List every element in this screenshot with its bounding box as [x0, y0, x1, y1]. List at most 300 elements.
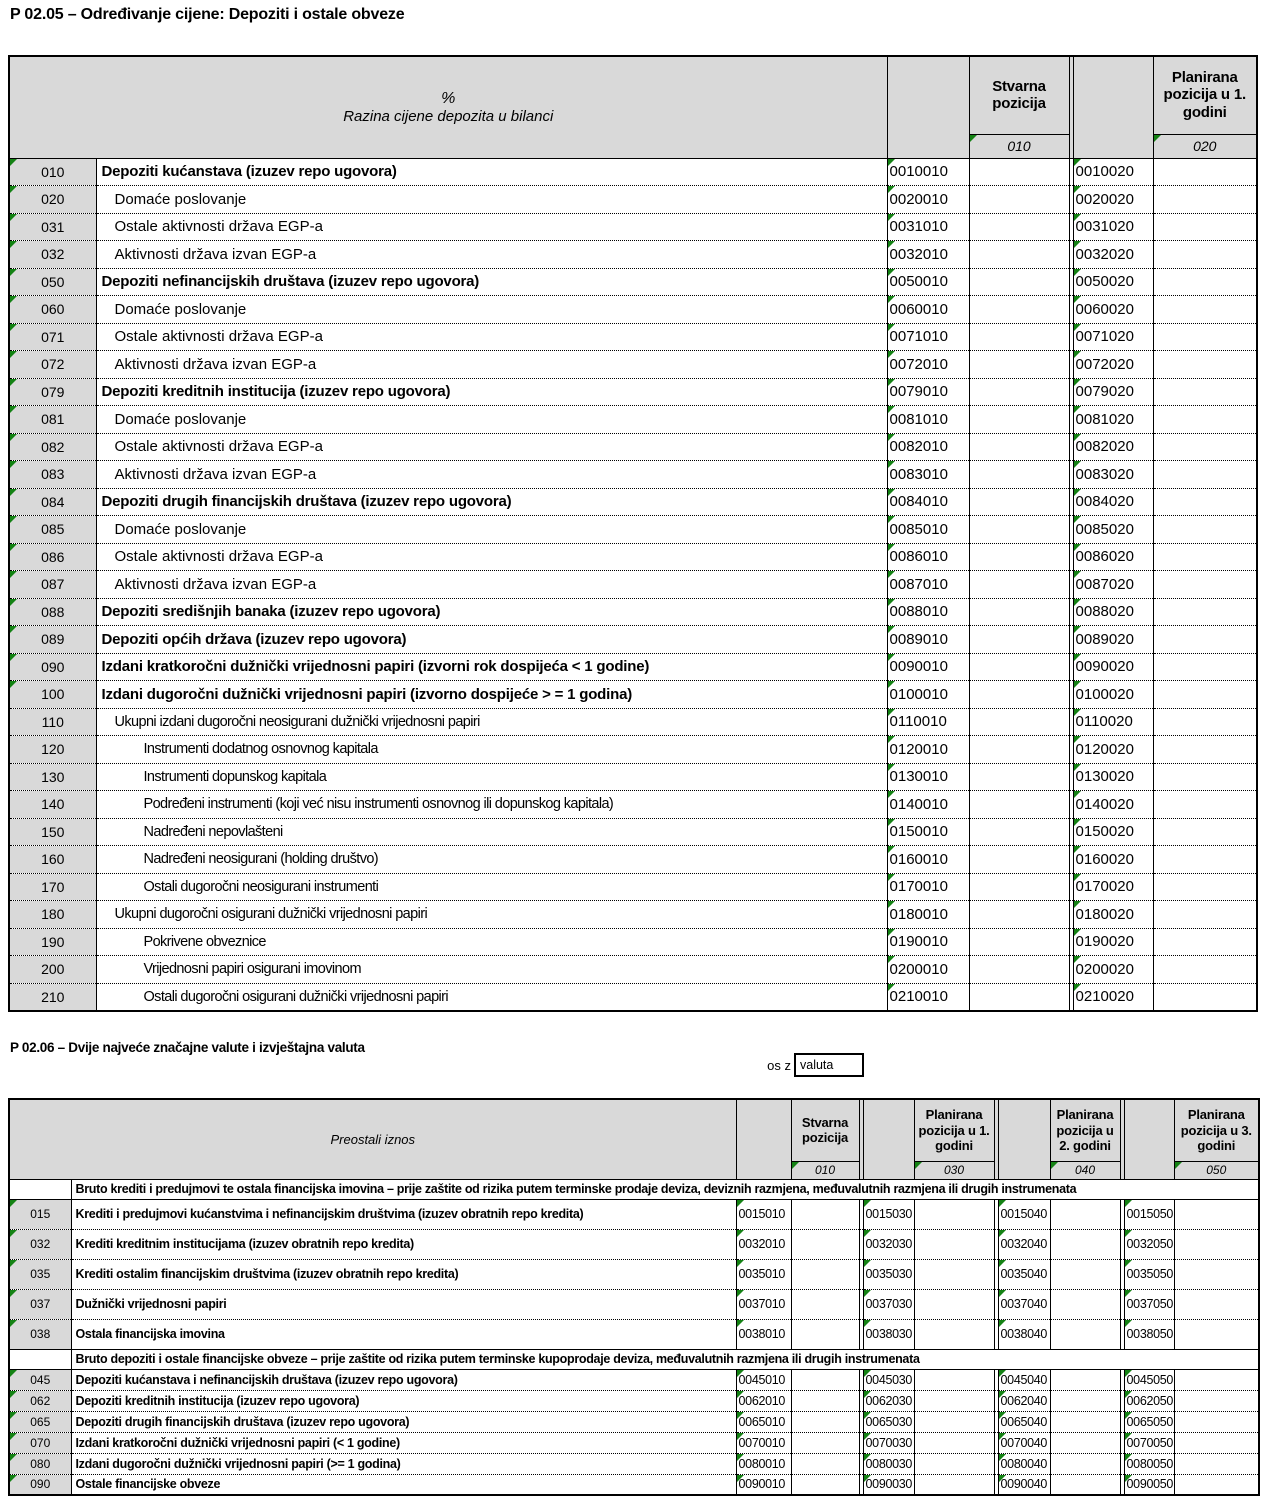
column-code-040: 040 — [1050, 1161, 1120, 1179]
row-label: Krediti i predujmovi kućanstvima i nefinancijskim društvima (izuzev obratnih repo kredita) — [71, 1199, 736, 1229]
row-code-cell: 083 — [9, 461, 96, 489]
table1-row-087 — [9, 571, 1257, 599]
value-input-cell[interactable] — [1153, 433, 1257, 461]
row-label: Aktivnosti država izvan EGP-a — [96, 351, 887, 379]
currencies-table — [8, 1098, 1260, 1496]
table1-row-050 — [9, 268, 1257, 296]
field-code-cell: 0170020 — [1073, 873, 1153, 901]
value-input-cell[interactable] — [791, 1411, 859, 1432]
field-code-cell: 0032040 — [998, 1229, 1050, 1259]
row-code-cell: 032 — [9, 241, 96, 269]
value-input-cell[interactable] — [1050, 1259, 1120, 1289]
section-heading: Bruto krediti i predujmovi te ostala financijska imovina – prije zaštite od rizika putem terminske prodaje deviza, deviznih razmjena, međuvalutnih razmjena ili drugih instrumenata — [71, 1179, 1259, 1199]
row-code-cell: 090 — [9, 653, 96, 681]
row-code-cell: 038 — [9, 1319, 71, 1349]
field-code-cell: 0150010 — [887, 818, 969, 846]
row-code-cell: 065 — [9, 1411, 71, 1432]
table1-row-088 — [9, 598, 1257, 626]
table1-row-160 — [9, 846, 1257, 874]
row-code-cell: 045 — [9, 1369, 71, 1390]
column-header-planned-year3: Planirana pozicija u 3. godini — [1174, 1099, 1259, 1161]
value-input-cell[interactable] — [791, 1319, 859, 1349]
field-code-cell: 0062050 — [1124, 1390, 1174, 1411]
field-code-cell: 0010020 — [1073, 158, 1153, 186]
value-input-cell[interactable] — [969, 818, 1069, 846]
value-input-cell[interactable] — [914, 1229, 994, 1259]
field-code-cell: 0020010 — [887, 186, 969, 214]
value-input-cell[interactable] — [1153, 846, 1257, 874]
code-column-header-blank — [887, 56, 969, 158]
field-code-cell: 0170010 — [887, 873, 969, 901]
row-code-cell: 060 — [9, 296, 96, 324]
table1-row-110 — [9, 708, 1257, 736]
table1-row-031 — [9, 213, 1257, 241]
value-input-cell[interactable] — [969, 956, 1069, 984]
field-code-cell: 0062040 — [998, 1390, 1050, 1411]
row-code-cell: 035 — [9, 1259, 71, 1289]
value-input-cell[interactable] — [1153, 736, 1257, 764]
value-input-cell[interactable] — [791, 1453, 859, 1474]
table2-section-row — [9, 1179, 1259, 1199]
value-input-cell[interactable] — [1153, 406, 1257, 434]
row-code-cell: 084 — [9, 488, 96, 516]
table2-row-015 — [9, 1199, 1259, 1229]
value-input-cell[interactable] — [1153, 296, 1257, 324]
table1-row-071 — [9, 323, 1257, 351]
value-input-cell[interactable] — [1174, 1289, 1259, 1319]
field-code-cell: 0038050 — [1124, 1319, 1174, 1349]
value-input-cell[interactable] — [969, 406, 1069, 434]
field-code-cell: 0089010 — [887, 626, 969, 654]
value-input-cell[interactable] — [1050, 1199, 1120, 1229]
field-code-cell: 0160010 — [887, 846, 969, 874]
field-code-cell: 0110020 — [1073, 708, 1153, 736]
value-input-cell[interactable] — [969, 873, 1069, 901]
code-column-header-blank — [1124, 1099, 1174, 1179]
field-code-cell: 0032030 — [863, 1229, 914, 1259]
field-code-cell: 0080050 — [1124, 1453, 1174, 1474]
row-code-cell: 110 — [9, 708, 96, 736]
row-label: Aktivnosti država izvan EGP-a — [96, 241, 887, 269]
value-input-cell[interactable] — [1174, 1453, 1259, 1474]
value-input-cell[interactable] — [1050, 1453, 1120, 1474]
row-code-cell: 082 — [9, 433, 96, 461]
field-code-cell: 0070050 — [1124, 1432, 1174, 1453]
field-code-cell: 0080010 — [736, 1453, 791, 1474]
value-input-cell[interactable] — [969, 543, 1069, 571]
field-code-cell: 0050010 — [887, 268, 969, 296]
field-code-cell: 0084020 — [1073, 488, 1153, 516]
table1-row-210 — [9, 983, 1257, 1011]
value-input-cell[interactable] — [1153, 186, 1257, 214]
value-input-cell[interactable] — [969, 708, 1069, 736]
value-input-cell[interactable] — [1153, 626, 1257, 654]
table1-row-081 — [9, 406, 1257, 434]
field-code-cell: 0037010 — [736, 1289, 791, 1319]
value-input-cell[interactable] — [1050, 1411, 1120, 1432]
field-code-cell: 0090030 — [863, 1474, 914, 1495]
row-label: Ostala financijska imovina — [71, 1319, 736, 1349]
row-label: Krediti ostalim financijskim društvima (izuzev obratnih repo kredita) — [71, 1259, 736, 1289]
row-label: Depoziti kreditnih institucija (izuzev repo ugovora) — [96, 378, 887, 406]
field-code-cell: 0035010 — [736, 1259, 791, 1289]
value-input-cell[interactable] — [1050, 1289, 1120, 1319]
field-code-cell: 0045040 — [998, 1369, 1050, 1390]
value-input-cell[interactable] — [1174, 1411, 1259, 1432]
row-label: Pokrivene obveznice — [96, 928, 887, 956]
row-label: Instrumenti dopunskog kapitala — [96, 763, 887, 791]
column-code-010: 010 — [791, 1161, 859, 1179]
value-input-cell[interactable] — [1153, 158, 1257, 186]
value-input-cell[interactable] — [969, 791, 1069, 819]
code-column-header-blank — [1073, 56, 1153, 158]
value-input-cell[interactable] — [1153, 351, 1257, 379]
value-input-cell[interactable] — [969, 378, 1069, 406]
column-header-planned-year1: Planirana pozicija u 1. godini — [1153, 56, 1257, 134]
value-input-cell[interactable] — [1050, 1369, 1120, 1390]
value-input-cell[interactable] — [969, 268, 1069, 296]
field-code-cell: 0090010 — [736, 1474, 791, 1495]
value-input-cell[interactable] — [969, 983, 1069, 1011]
field-code-cell: 0031020 — [1073, 213, 1153, 241]
value-input-cell[interactable] — [969, 488, 1069, 516]
value-input-cell[interactable] — [969, 323, 1069, 351]
row-code-cell: 079 — [9, 378, 96, 406]
table1-row-020 — [9, 186, 1257, 214]
table1-header-subtitle: Razina cijene depozita u bilanci — [343, 107, 554, 125]
field-code-cell: 0070030 — [863, 1432, 914, 1453]
field-code-cell: 0086010 — [887, 543, 969, 571]
row-label: Ostale aktivnosti država EGP-a — [96, 433, 887, 461]
field-code-cell: 0100010 — [887, 681, 969, 709]
value-input-cell[interactable] — [914, 1259, 994, 1289]
row-label: Krediti kreditnim institucijama (izuzev obratnih repo kredita) — [71, 1229, 736, 1259]
value-input-cell[interactable] — [1153, 873, 1257, 901]
value-input-cell[interactable] — [1174, 1432, 1259, 1453]
row-code-cell: 200 — [9, 956, 96, 984]
row-code-cell: 010 — [9, 158, 96, 186]
value-input-cell[interactable] — [969, 571, 1069, 599]
value-input-cell[interactable] — [791, 1289, 859, 1319]
field-code-cell: 0085010 — [887, 516, 969, 544]
field-code-cell: 0032010 — [736, 1229, 791, 1259]
row-label: Depoziti kreditnih institucija (izuzev repo ugovora) — [71, 1390, 736, 1411]
field-code-cell: 0065010 — [736, 1411, 791, 1432]
table1-row-089 — [9, 626, 1257, 654]
row-label: Ostale aktivnosti država EGP-a — [96, 213, 887, 241]
table1-row-010 — [9, 158, 1257, 186]
field-code-cell: 0020020 — [1073, 186, 1153, 214]
field-code-cell: 0032050 — [1124, 1229, 1174, 1259]
table1-row-180 — [9, 901, 1257, 929]
value-input-cell[interactable] — [791, 1259, 859, 1289]
value-input-cell[interactable] — [791, 1432, 859, 1453]
row-label: Depoziti drugih financijskih društava (izuzev repo ugovora) — [71, 1411, 736, 1432]
field-code-cell: 0015010 — [736, 1199, 791, 1229]
value-input-cell[interactable] — [1153, 791, 1257, 819]
row-label: Vrijednosni papiri osigurani imovinom — [96, 956, 887, 984]
row-code-cell: 071 — [9, 323, 96, 351]
field-code-cell: 0120020 — [1073, 736, 1153, 764]
field-code-cell: 0080030 — [863, 1453, 914, 1474]
field-code-cell: 0085020 — [1073, 516, 1153, 544]
field-code-cell: 0050020 — [1073, 268, 1153, 296]
value-input-cell[interactable] — [1153, 516, 1257, 544]
value-input-cell[interactable] — [969, 296, 1069, 324]
value-input-cell[interactable] — [969, 516, 1069, 544]
value-input-cell[interactable] — [1153, 928, 1257, 956]
value-input-cell[interactable] — [914, 1411, 994, 1432]
field-code-cell: 0015040 — [998, 1199, 1050, 1229]
value-input-cell[interactable] — [791, 1369, 859, 1390]
field-code-cell: 0150020 — [1073, 818, 1153, 846]
value-input-cell[interactable] — [969, 241, 1069, 269]
row-label: Nadređeni neosigurani (holding društvo) — [96, 846, 887, 874]
value-input-cell[interactable] — [1153, 268, 1257, 296]
row-label: Depoziti kućanstava (izuzev repo ugovora) — [96, 158, 887, 186]
value-input-cell[interactable] — [1153, 708, 1257, 736]
value-input-cell[interactable] — [969, 461, 1069, 489]
code-column-header-blank — [736, 1099, 791, 1179]
value-input-cell[interactable] — [1174, 1369, 1259, 1390]
table1-row-120 — [9, 736, 1257, 764]
row-label: Domaće poslovanje — [96, 406, 887, 434]
value-input-cell[interactable] — [791, 1199, 859, 1229]
value-input-cell[interactable] — [1174, 1390, 1259, 1411]
value-input-cell[interactable] — [1153, 818, 1257, 846]
field-code-cell: 0082020 — [1073, 433, 1153, 461]
value-input-cell[interactable] — [914, 1453, 994, 1474]
field-code-cell: 0070010 — [736, 1432, 791, 1453]
code-column-header-blank — [998, 1099, 1050, 1179]
row-label: Izdani kratkoročni dužnički vrijednosni papiri (< 1 godine) — [71, 1432, 736, 1453]
row-code-cell: 070 — [9, 1432, 71, 1453]
section-rowcode-blank — [9, 1179, 71, 1199]
field-code-cell: 0200020 — [1073, 956, 1153, 984]
value-input-cell[interactable] — [1174, 1259, 1259, 1289]
field-code-cell: 0089020 — [1073, 626, 1153, 654]
currency-box[interactable]: valuta — [794, 1053, 864, 1077]
table1-row-072 — [9, 351, 1257, 379]
field-code-cell: 0037030 — [863, 1289, 914, 1319]
field-code-cell: 0087010 — [887, 571, 969, 599]
row-code-cell: 130 — [9, 763, 96, 791]
field-code-cell: 0100020 — [1073, 681, 1153, 709]
value-input-cell[interactable] — [1153, 681, 1257, 709]
table2-section-row — [9, 1349, 1259, 1369]
row-code-cell: 088 — [9, 598, 96, 626]
table1-row-150 — [9, 818, 1257, 846]
column-code-020: 020 — [1153, 134, 1257, 158]
field-code-cell: 0015050 — [1124, 1199, 1174, 1229]
value-input-cell[interactable] — [791, 1474, 859, 1495]
row-code-cell: 085 — [9, 516, 96, 544]
value-input-cell[interactable] — [1153, 956, 1257, 984]
value-input-cell[interactable] — [969, 158, 1069, 186]
field-code-cell: 0065050 — [1124, 1411, 1174, 1432]
column-code-010: 010 — [969, 134, 1069, 158]
field-code-cell: 0035050 — [1124, 1259, 1174, 1289]
table1-row-200 — [9, 956, 1257, 984]
row-label: Instrumenti dodatnog osnovnog kapitala — [96, 736, 887, 764]
field-code-cell: 0110010 — [887, 708, 969, 736]
field-code-cell: 0071020 — [1073, 323, 1153, 351]
field-code-cell: 0090040 — [998, 1474, 1050, 1495]
table1-row-090 — [9, 653, 1257, 681]
value-input-cell[interactable] — [1153, 543, 1257, 571]
field-code-cell: 0180010 — [887, 901, 969, 929]
table2-row-090 — [9, 1474, 1259, 1495]
value-input-cell[interactable] — [791, 1390, 859, 1411]
row-code-cell: 170 — [9, 873, 96, 901]
value-input-cell[interactable] — [1050, 1474, 1120, 1495]
value-input-cell[interactable] — [914, 1319, 994, 1349]
value-input-cell[interactable] — [969, 213, 1069, 241]
table2-row-062 — [9, 1390, 1259, 1411]
pricing-deposits-table — [8, 55, 1258, 1012]
field-code-cell: 0210020 — [1073, 983, 1153, 1011]
table2-row-065 — [9, 1411, 1259, 1432]
row-label: Ukupni dugoročni osigurani dužnički vrijednosni papiri — [96, 901, 887, 929]
row-code-cell: 062 — [9, 1390, 71, 1411]
table2-description-header: Preostali iznos — [9, 1099, 736, 1179]
value-input-cell[interactable] — [914, 1474, 994, 1495]
row-label: Ukupni izdani dugoročni neosigurani dužnički vrijednosni papiri — [96, 708, 887, 736]
table2-row-070 — [9, 1432, 1259, 1453]
field-code-cell: 0045010 — [736, 1369, 791, 1390]
z-axis-selector — [698, 1052, 864, 1078]
value-input-cell[interactable] — [1153, 653, 1257, 681]
field-code-cell: 0130020 — [1073, 763, 1153, 791]
code-column-header-blank — [863, 1099, 914, 1179]
field-code-cell: 0045050 — [1124, 1369, 1174, 1390]
row-label: Izdani dugoročni dužnički vrijednosni papiri (izvorno dospijeće > = 1 godina) — [96, 681, 887, 709]
row-code-cell: 150 — [9, 818, 96, 846]
field-code-cell: 0200010 — [887, 956, 969, 984]
value-input-cell[interactable] — [1153, 241, 1257, 269]
value-input-cell[interactable] — [969, 653, 1069, 681]
table1-row-032 — [9, 241, 1257, 269]
row-label: Ostali dugoročni osigurani dužnički vrijednosni papiri — [96, 983, 887, 1011]
field-code-cell: 0088020 — [1073, 598, 1153, 626]
field-code-cell: 0130010 — [887, 763, 969, 791]
value-input-cell[interactable] — [1153, 901, 1257, 929]
value-input-cell[interactable] — [1153, 213, 1257, 241]
value-input-cell[interactable] — [1153, 461, 1257, 489]
row-code-cell: 087 — [9, 571, 96, 599]
row-label: Ostale aktivnosti država EGP-a — [96, 543, 887, 571]
value-input-cell[interactable] — [1153, 763, 1257, 791]
row-code-cell: 072 — [9, 351, 96, 379]
row-label: Ostale aktivnosti država EGP-a — [96, 323, 887, 351]
field-code-cell: 0062030 — [863, 1390, 914, 1411]
row-code-cell: 120 — [9, 736, 96, 764]
value-input-cell[interactable] — [914, 1289, 994, 1319]
value-input-cell[interactable] — [969, 626, 1069, 654]
row-label: Depoziti kućanstava i nefinancijskih društava (izuzev repo ugovora) — [71, 1369, 736, 1390]
row-label: Podređeni instrumenti (koji već nisu instrumenti osnovnog ili dopunskog kapitala) — [96, 791, 887, 819]
row-label: Depoziti drugih financijskih društava (izuzev repo ugovora) — [96, 488, 887, 516]
value-input-cell[interactable] — [914, 1199, 994, 1229]
field-code-cell: 0060020 — [1073, 296, 1153, 324]
field-code-cell: 0210010 — [887, 983, 969, 1011]
value-input-cell[interactable] — [969, 736, 1069, 764]
row-label: Ostale financijske obveze — [71, 1474, 736, 1495]
field-code-cell: 0140010 — [887, 791, 969, 819]
table1-row-085 — [9, 516, 1257, 544]
value-input-cell[interactable] — [1174, 1474, 1259, 1495]
section-rowcode-blank — [9, 1349, 71, 1369]
value-input-cell[interactable] — [1050, 1432, 1120, 1453]
field-code-cell: 0160020 — [1073, 846, 1153, 874]
value-input-cell[interactable] — [914, 1369, 994, 1390]
row-code-cell: 210 — [9, 983, 96, 1011]
value-input-cell[interactable] — [969, 433, 1069, 461]
field-code-cell: 0062010 — [736, 1390, 791, 1411]
field-code-cell: 0070040 — [998, 1432, 1050, 1453]
value-input-cell[interactable] — [1174, 1319, 1259, 1349]
value-input-cell[interactable] — [1153, 983, 1257, 1011]
field-code-cell: 0090020 — [1073, 653, 1153, 681]
value-input-cell[interactable] — [969, 351, 1069, 379]
row-code-cell: 081 — [9, 406, 96, 434]
row-code-cell: 160 — [9, 846, 96, 874]
table2-row-080 — [9, 1453, 1259, 1474]
value-input-cell[interactable] — [969, 763, 1069, 791]
value-input-cell[interactable] — [1153, 571, 1257, 599]
value-input-cell[interactable] — [1153, 598, 1257, 626]
value-input-cell[interactable] — [1050, 1319, 1120, 1349]
value-input-cell[interactable] — [914, 1432, 994, 1453]
value-input-cell[interactable] — [969, 681, 1069, 709]
table1-row-060 — [9, 296, 1257, 324]
row-code-cell: 089 — [9, 626, 96, 654]
row-label: Izdani dugoročni dužnički vrijednosni papiri (>= 1 godina) — [71, 1453, 736, 1474]
table2-row-035 — [9, 1259, 1259, 1289]
value-input-cell[interactable] — [1153, 378, 1257, 406]
value-input-cell[interactable] — [1174, 1199, 1259, 1229]
column-header-planned-year1: Planirana pozicija u 1. godini — [914, 1099, 994, 1161]
table1-description-header — [9, 56, 887, 158]
value-input-cell[interactable] — [791, 1229, 859, 1259]
value-input-cell[interactable] — [1153, 323, 1257, 351]
field-code-cell: 0038040 — [998, 1319, 1050, 1349]
table1-row-190 — [9, 928, 1257, 956]
field-code-cell: 0083010 — [887, 461, 969, 489]
value-input-cell[interactable] — [1174, 1229, 1259, 1259]
table1-row-086 — [9, 543, 1257, 571]
value-input-cell[interactable] — [1050, 1390, 1120, 1411]
value-input-cell[interactable] — [969, 186, 1069, 214]
field-code-cell: 0180020 — [1073, 901, 1153, 929]
field-code-cell: 0031010 — [887, 213, 969, 241]
value-input-cell[interactable] — [969, 901, 1069, 929]
field-code-cell: 0087020 — [1073, 571, 1153, 599]
field-code-cell: 0038030 — [863, 1319, 914, 1349]
field-code-cell: 0080040 — [998, 1453, 1050, 1474]
row-label: Depoziti općih država (izuzev repo ugovora) — [96, 626, 887, 654]
value-input-cell[interactable] — [914, 1390, 994, 1411]
value-input-cell[interactable] — [1153, 488, 1257, 516]
row-code-cell: 100 — [9, 681, 96, 709]
value-input-cell[interactable] — [1050, 1229, 1120, 1259]
row-code-cell: 190 — [9, 928, 96, 956]
field-code-cell: 0072010 — [887, 351, 969, 379]
field-code-cell: 0015030 — [863, 1199, 914, 1229]
value-input-cell[interactable] — [969, 846, 1069, 874]
value-input-cell[interactable] — [969, 928, 1069, 956]
value-input-cell[interactable] — [969, 598, 1069, 626]
